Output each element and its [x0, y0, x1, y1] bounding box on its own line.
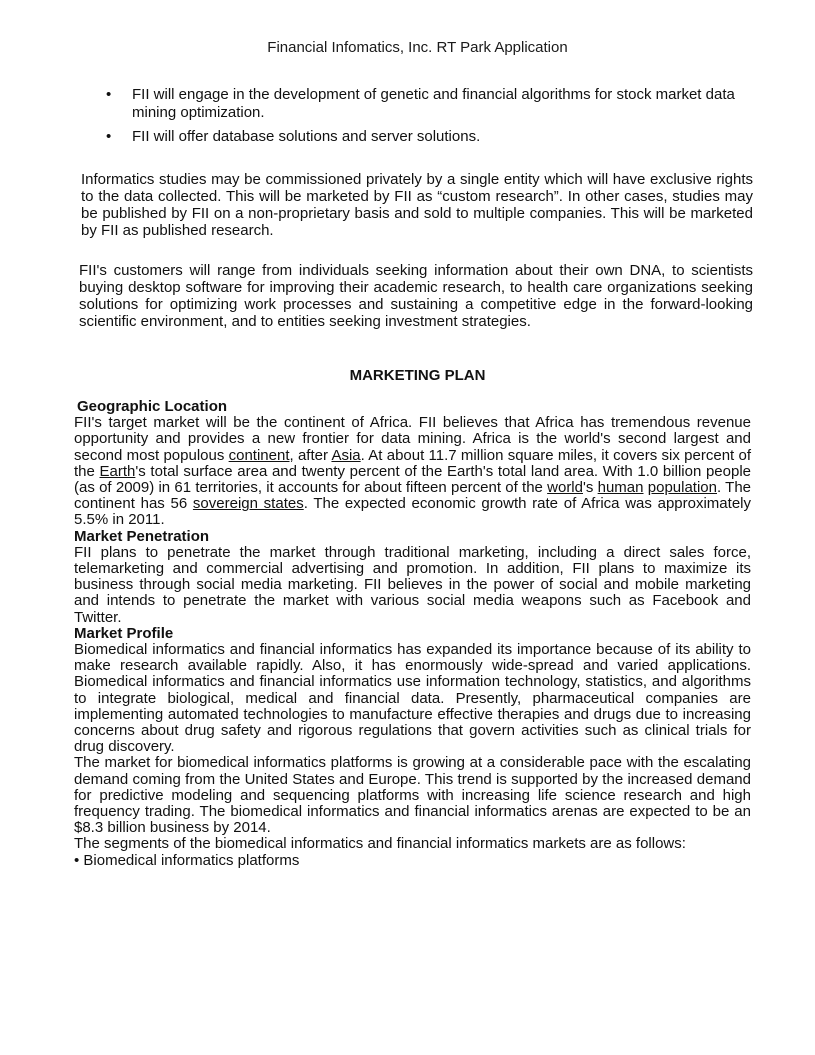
bullet-glyph: •	[106, 128, 112, 145]
informatics-studies-paragraph: Informatics studies may be commissioned privately by a single entity which will have exclusive rights to the data collected. This will be marketed by FII as “custom research”. In other cases, studies may be published by FII on a non-proprietary basis and sold to multiple companies. This will be marketed by FII as published research.	[81, 171, 753, 239]
bullet-item	[106, 86, 756, 122]
feature-bullet-list	[106, 86, 756, 152]
text-span: FII's target market will be the continent of Africa. FII believes that Africa has tremendous revenue opportunity and provides a new frontier for data mining. Africa is the world's second largest and second most populous	[74, 414, 751, 464]
page-header: Financial Infomatics, Inc. RT Park Application	[267, 39, 568, 56]
population-link[interactable]: population	[647, 479, 717, 497]
sovereign-states-link[interactable]: sovereign states	[192, 495, 304, 513]
continent-link[interactable]: continent	[228, 446, 290, 464]
market-profile-heading: Market Profile	[74, 624, 174, 642]
market-penetration-heading: Market Penetration	[74, 527, 210, 545]
text-span: . The continent has 56	[74, 479, 751, 513]
text-span: 's total surface area and twenty percent of the Earth's total land area. With 1.0 billion people (as of 2009) in 61 territories, it accounts for about fifteen percent of the	[74, 462, 751, 497]
bullet-glyph: •	[106, 86, 112, 103]
bullet-text: FII will engage in the development of genetic and financial algorithms for stock market data mining optimization.	[132, 86, 735, 121]
geographic-location-heading: Geographic Location	[77, 398, 228, 415]
text-span: . The expected economic growth rate of Africa was approximately 5.5% in 2011.	[74, 495, 751, 529]
asia-link[interactable]: Asia	[331, 446, 361, 464]
earth-link[interactable]: Earth	[99, 462, 136, 480]
market-segments-intro: The segments of the biomedical informatics and financial informatics markets are as follows:	[74, 835, 686, 853]
world-link[interactable]: world	[547, 479, 583, 497]
section-title: MARKETING PLAN	[349, 367, 486, 384]
text-span: . At about 11.7 million square miles, it covers six percent of the	[74, 446, 751, 480]
human-link[interactable]: human	[597, 479, 644, 497]
market-penetration-text: FII plans to penetrate the market through traditional marketing, including a direct sales force, telemarketing and commercial advertising and promotion. In addition, FII plans to maximize its business through social media marketing. FII believes in the power of social and mobile marketing and intends to penetrate the market with various social media weapons such as Facebook and Twitter.	[74, 543, 751, 626]
customers-paragraph: FII's customers will range from individuals seeking information about their own DNA, to scientists buying desktop software for improving their academic research, to health care organizations seeking solutions for optimizing work processes and sustaining a competitive edge in the forward-looking scientific environment, and to entities seeking investment strategies.	[79, 262, 753, 330]
bullet-text: FII will offer database solutions and server solutions.	[132, 128, 481, 145]
segment-list-item: • Biomedical informatics platforms	[74, 851, 300, 869]
market-growth-text: The market for biomedical informatics platforms is growing at a considerable pace with the escalating demand coming from the United States and Europe. This trend is supported by the increased demand for predictive modeling and sequencing platforms with increasing life science research and high frequency trading. The biomedical informatics and financial informatics arenas are expected to be an $8.3 billion business by 2014.	[74, 754, 751, 837]
market-profile-text: Biomedical informatics and financial informatics has expanded its importance because of its ability to make research available rapidly. Also, it has enormously wide-spread and varied applications. Biomedical informatics and financial informatics use information technology, statistics, and algorithms to integrate biological, medical and financial data. Presently, pharmaceutical companies are implementing automated technologies to manufacture effective therapies and drugs due to increasing concerns about drug safety and rigorous regulations that govern activities such as clinical trials for drug discovery.	[74, 641, 751, 756]
text-span: , after	[289, 446, 332, 464]
text-span: 's	[583, 479, 598, 497]
marketing-plan-body	[74, 399, 751, 869]
geographic-location-text	[74, 415, 751, 528]
bullet-item	[106, 128, 756, 146]
